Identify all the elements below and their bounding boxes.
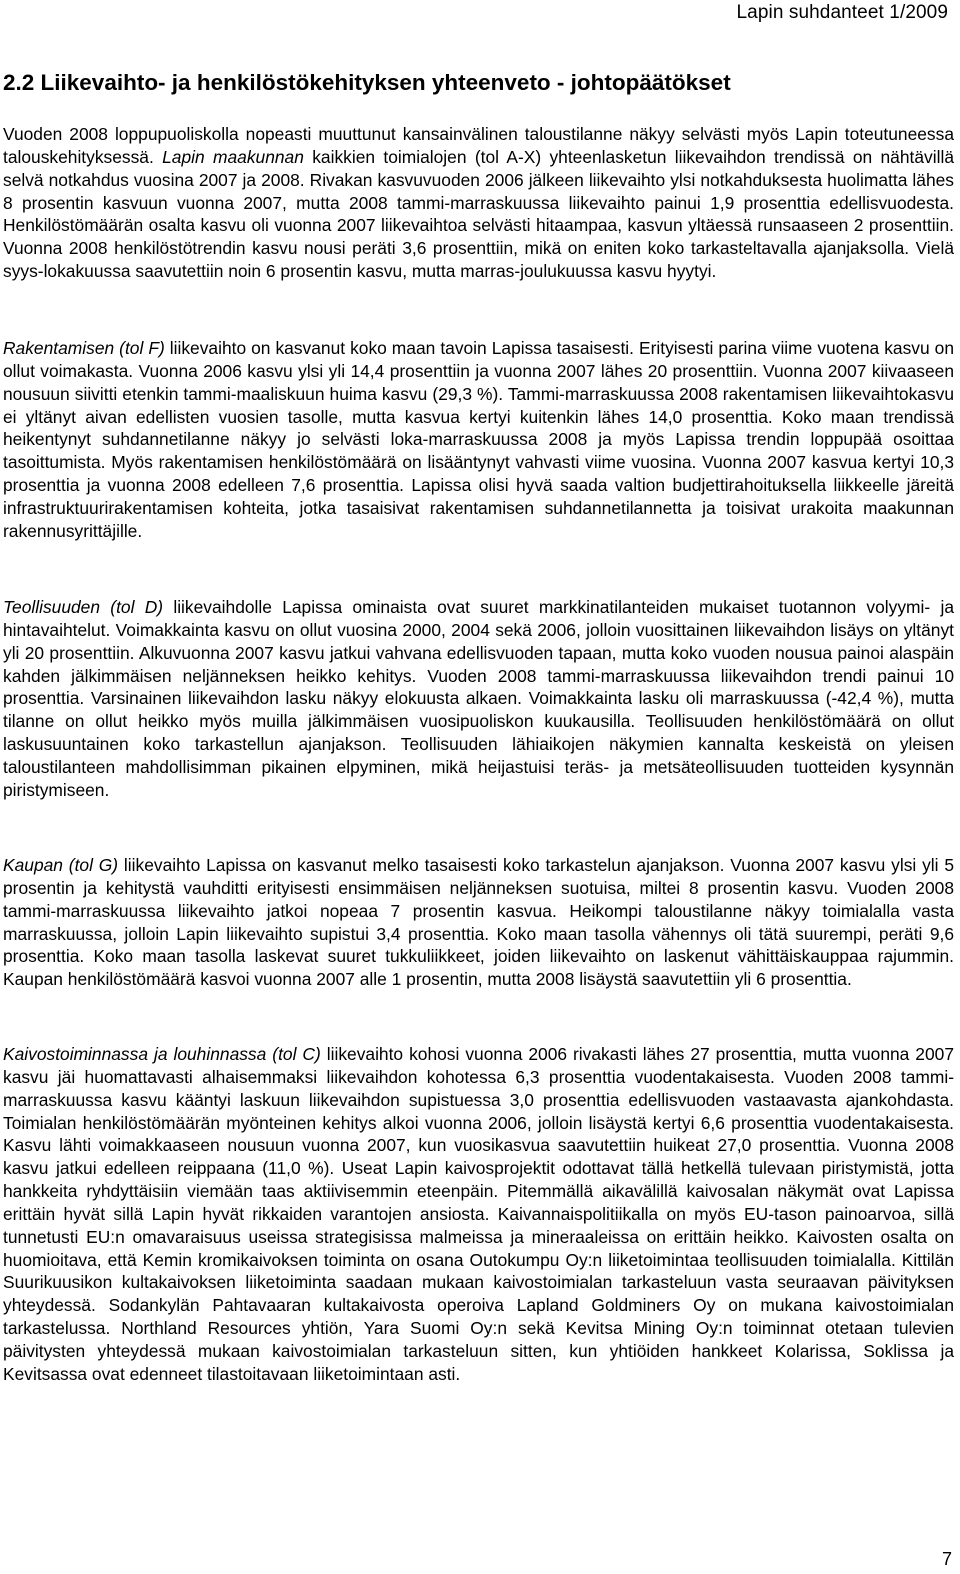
paragraph-lead: Vuoden 2008 loppupuoliskolla nopeasti muuttunut kansainvälinen taloustilanne näkyy selvästi myös Lapin toteutuneessa talouskehityksessä.	[3, 124, 954, 167]
paragraph-body: liikevaihto on kasvanut koko maan tavoin Lapissa tasaisesti. Erityisesti parina viime vuotena kasvu on ollut voimakasta. Vuonna 2006 kasvu ylsi yli 14,4 prosenttiin ja vuonna 2007 lähes 20 prosenttiin. Vuonna 2007 kiivaaseen nousuun siivitti etenkin tammi-maaliskuun huima kasvu (29,3 %). Tammi-marraskuussa 2008 rakentamisen liikevaihtokasvu ei yltänyt aivan edellisten vuosien tasolle, mutta kasvua kertyi kuitenkin lähes 14,0 prosenttia. Koko maan trendissä heikentynyt suhdannetilanne näkyy jo selvästi loka-marraskuussa 2008 ja myös Lapissa trendin loppupää osoittaa tasoittumista. Myös rakentamisen henkilöstömäärä on lisääntynyt vahvasti viime vuosina. Vuonna 2007 kasvua kertyi 10,3 prosenttia ja vuonna 2008 edelleen 7,6 prosenttia. Lapissa olisi hyvä saada valtion budjettirahoituksella liikkeelle järeitä infrastruktuurirakentamisen kohteita, jotka tasaisivat rakentamisen suhdannetilannetta ja toisivat urakoita maakunnan rakennusyrittäjille.	[3, 338, 954, 541]
page-number: 7	[941, 1549, 952, 1569]
paragraph-body: liikevaihto Lapissa on kasvanut melko tasaisesti koko tarkastelun ajanjakson. Vuonna 2007 kasvu ylsi yli 5 prosentin ja kehitystä vauhditti erityisesti ensimmäisen neljänneksen suotuisa, miltei 8 prosentin kasvu. Vuoden 2008 tammi-marraskuussa liikevaihto jatkoi nopeaa 7 prosentin kasvua. Heikompi taloustilanne näkyy toimialalla vasta marraskuussa, jolloin Lapin liikevaihto supistui 3,4 prosenttia. Koko maan tasolla vähennys oli tätä suurempi, peräti 9,6 prosenttia. Koko maan tasolla laskevat suuret tukkuliikkeet, joiden liikevaihto on laskenut vähittäiskauppaa rajummin. Kaupan henkilöstömäärä kasvoi vuonna 2007 alle 1 prosentin, mutta 2008 lisäystä saavutettiin yli 6 prosenttia.	[3, 855, 954, 990]
paragraph-mining	[3, 1043, 954, 1386]
paragraph-body: kaikkien toimialojen (tol A-X) yhteenlasketun liikevaihdon trendissä on nähtävillä selvä notkahdus vuosina 2007 ja 2008. Rivakan kasvuvuoden 2006 jälkeen liikevaihto ylsi notkahduksesta huolimatta lähes 8 prosentin kasvuun vuonna 2007, mutta 2008 tammi-marraskuussa liikevaihto painui 1,9 prosenttia edellisvuodesta. Henkilöstömäärän osalta kasvu oli vuonna 2007 liikevaihtoa selvästi hitaampaa, kasvun yltäessä runsaaseen 2 prosenttiin. Vuonna 2008 henkilöstötrendin kasvu nousi peräti 3,6 prosenttiin, mikä on eniten koko tarkasteltavalla ajanjaksolla. Vielä syys-lokakuussa saavutettiin noin 6 prosentin kasvu, mutta marras-joulukuussa kasvu hyytyi.	[3, 146, 954, 282]
paragraph-overview	[3, 123, 954, 283]
paragraph-trade	[3, 854, 954, 991]
paragraph-topic: Kaivostoiminnassa ja louhinnassa (tol C)	[3, 1044, 321, 1064]
paragraph-topic: Kaupan (tol G)	[3, 855, 119, 875]
section-title: 2.2 Liikevaihto- ja henkilöstökehityksen yhteenveto - johtopäätökset	[3, 70, 731, 95]
paragraph-topic: Rakentamisen (tol F)	[3, 338, 165, 358]
paragraph-topic: Lapin maakunnan	[162, 146, 304, 167]
paragraph-body: liikevaihdolle Lapissa ominaista ovat suuret markkinatilanteiden mukaiset tuotannon volyymi- ja hintavaihtelut. Voimakkainta kasvu on ollut vuosina 2000, 2004 sekä 2006, jolloin vuosittainen liikevaihdon lisäys on yltänyt yli 20 prosenttiin. Alkuvuonna 2007 kasvu jatkui vahvana edellisvuoden tapaan, mutta koko vuoden nousua painoi alaspäin kahden jälkimmäisen neljänneksen heikko kehitys. Vuoden 2008 tammi-marraskuussa liikevaihdon trendi painui 10 prosenttia. Varsinainen liikevaihdon lasku näkyy elokuusta alkaen. Voimakkainta lasku oli marraskuussa (-42,4 %), mutta tilanne on ollut heikko myös muilla jälkimmäisen vuosipuoliskon kuukausilla. Teollisuuden henkilöstömäärä on ollut laskusuuntainen koko tarkastellun ajanjakson. Teollisuuden lähiaikojen näkymien kannalta keskeistä on yleisen taloustilanteen mahdollisimman pikainen elpyminen, mikä heijastuisi teräs- ja metsäteollisuuden tuotteiden kysynnän piristymiseen.	[3, 597, 954, 800]
paragraph-industry	[3, 596, 954, 802]
publication-header: Lapin suhdanteet 1/2009	[736, 2, 948, 23]
paragraph-construction	[3, 337, 954, 543]
paragraph-body: liikevaihto kohosi vuonna 2006 rivakasti lähes 27 prosenttia, mutta vuonna 2007 kasvu jäi huomattavasti alhaisemmaksi liikevaihdon kohotessa 6,3 prosenttia vuodentakaisesta. Vuoden 2008 tammi-marraskuussa kasvu kääntyi laskuun liikevaihdon supistuessa 3,0 prosenttia edellisvuoden vastaavasta ajankohdasta. Toimialan henkilöstömäärän myönteinen kehitys alkoi vuonna 2006, jolloin lisäystä kertyi 6,6 prosenttia vuodentakaisesta. Kasvu lähti voimakkaaseen nousuun vuonna 2007, kun vuosikasvua saavutettiin huikeat 27,0 prosenttia. Vuonna 2008 kasvu jatkui edelleen reippaana (11,0 %). Useat Lapin kaivosprojektit odottavat tällä hetkellä tulevaan piristymistä, jotta hankkeita ryhdyttäisiin viemään taas aktiivisemmin eteenpäin. Pitemmällä aikavälillä kaivosalan näkymät ovat Lapissa erittäin hyvät sillä Lapin hyvät rikkaiden varantojen ansiosta. Kaivannaispolitiikalla on myös EU-tason painoarvoa, sillä tunnetusti EU:n omavaraisuus useissa strategisissa malmeissa ja mineraaleissa on erittäin heikko. Kaivosten osalta on huomioitava, että Kemin kromikaivoksen toiminta on osana Outokumpu Oy:n liiketoimintaa teollisuuden toimialalla. Kittilän Suurikuusikon kultakaivoksen liiketoiminta saadaan mukaan kaivostoimialan tarkasteluun vasta seuraavan päivityksen yhteydessä. Sodankylän Pahtavaaran kultakaivosta operoiva Lapland Goldminers Oy on mukana kaivostoimialan tarkastelussa. Northland Resources yhtiön, Yara Suomi Oy:n sekä Kevitsa Mining Oy:n toiminnat otetaan tulevien päivitysten yhteydessä mukaan kaivostoimialan tarkasteluun sitten, kun yhtiöiden hankkeet Kolarissa, Soklissa ja Kevitsassa ovat edenneet tilastoitavaan liiketoimintaan asti.	[3, 1044, 954, 1384]
paragraph-topic: Teollisuuden (tol D)	[3, 597, 164, 617]
